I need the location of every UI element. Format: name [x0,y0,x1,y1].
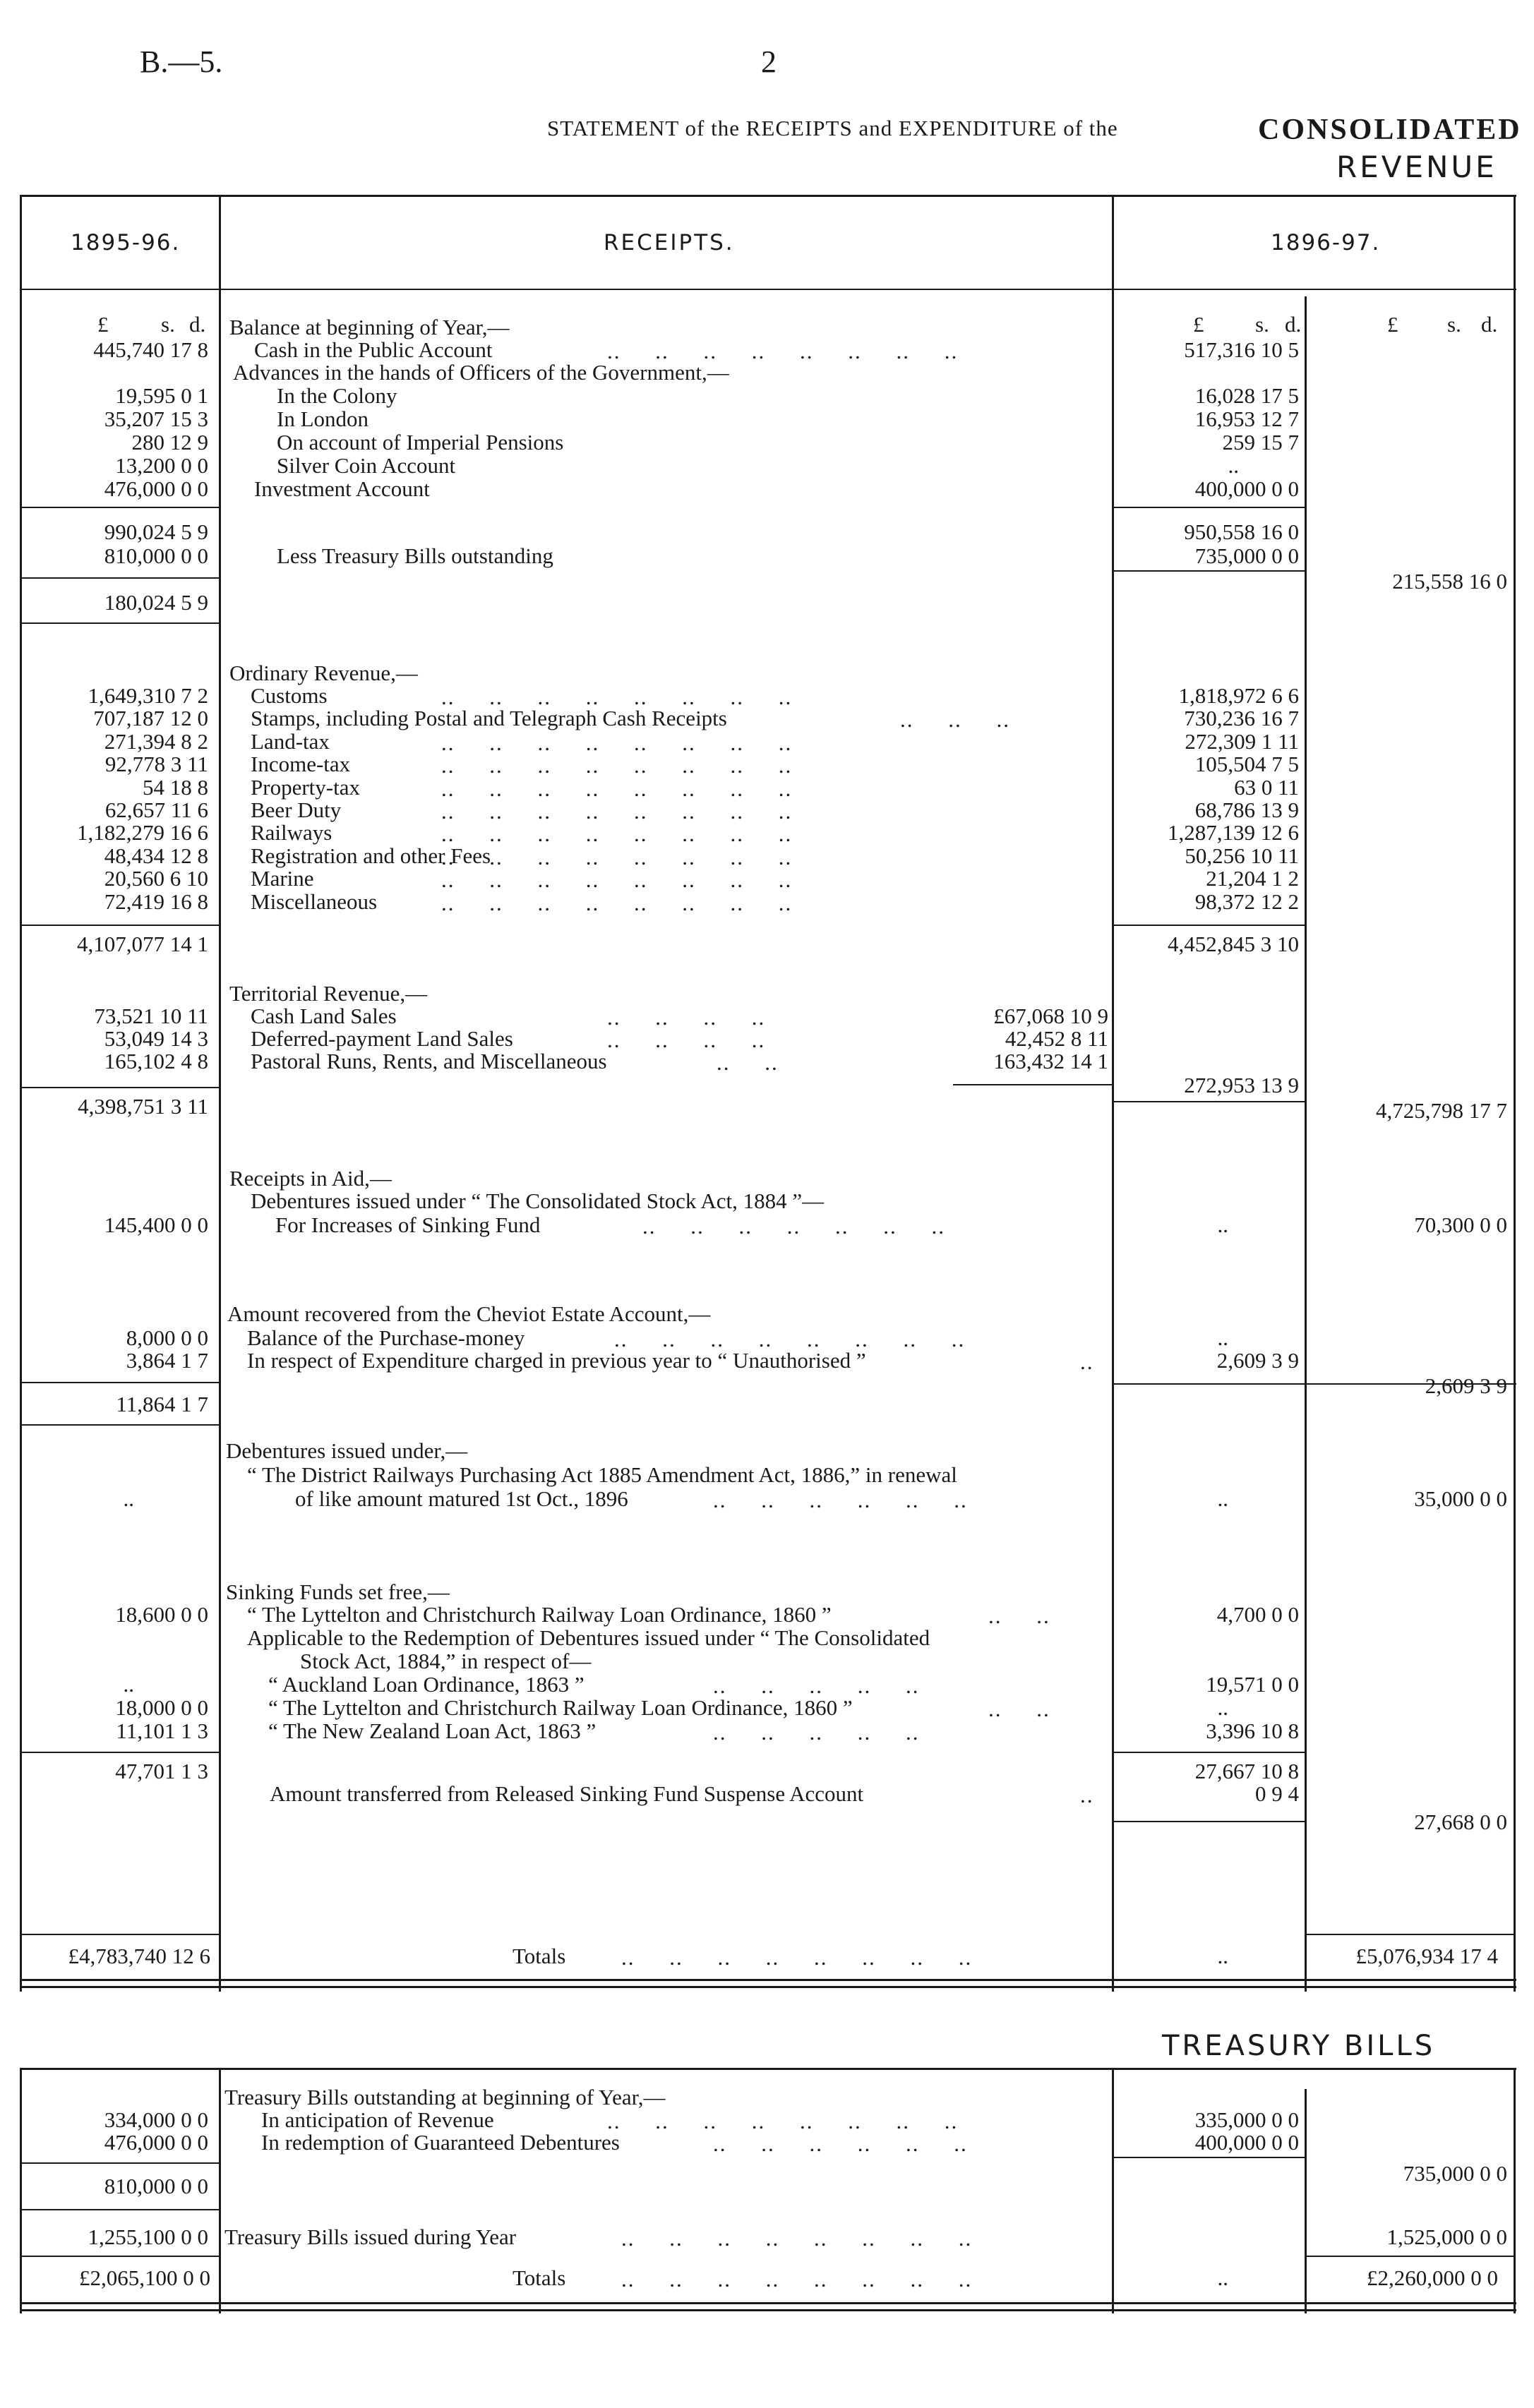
value-inner: 163,432 14 1 [993,1049,1108,1073]
value-1896-97: .. [1217,1212,1228,1237]
grand-total-1895-96: £4,783,740 12 6 [68,1944,210,1968]
value-1895-96: 72,419 16 8 [104,889,208,914]
value-1895-96: 48,434 12 8 [104,843,208,868]
row-label: For Increases of Sinking Fund [275,1212,541,1237]
column-header-1895-96: 1895-96. [71,230,181,255]
currency-s: s. [1447,312,1461,337]
value-1895-96: 13,200 0 0 [115,453,208,478]
value-1896-97: 19,571 0 0 [1206,1672,1299,1697]
total-1896-97: 27,668 0 0 [1414,1810,1507,1834]
row-label: Railways [251,820,332,845]
value-1895-96: 280 12 9 [131,430,208,454]
row-label: Miscellaneous [251,889,378,914]
subtotal-1895-96: 990,024 5 9 [104,519,208,544]
row-label: “ The Lyttelton and Christchurch Railway Loan Ordinance, 1860 ” [247,1602,832,1627]
page-ref: B.—5. [140,44,223,79]
value-1896-97: 0 9 4 [1255,1781,1299,1806]
value-inner: 42,452 8 11 [1005,1026,1108,1051]
value-1895-96: 271,394 8 2 [104,728,208,754]
row-label: Cash in the Public Account [254,337,493,362]
subtotal-1896-97: 735,000 0 0 [1403,2161,1507,2186]
value-1896-97: 1,818,972 6 6 [1178,683,1299,708]
total-1896-97: 35,000 0 0 [1414,1486,1507,1511]
row-label: Deferred-payment Land Sales [251,1026,513,1051]
aid-heading: Receipts in Aid,— [229,1166,392,1191]
value-1895-96: 1,255,100 0 0 [88,2225,208,2249]
total-1896-97: 2,609 3 9 [1425,1373,1507,1398]
row-label: of like amount matured 1st Oct., 1896 [295,1486,628,1511]
value-1895-96: 334,000 0 0 [104,2107,208,2132]
grand-total-mid: .. [1217,2265,1228,2290]
value-1896-97: 335,000 0 0 [1194,2107,1299,2132]
value-1895-96: 445,740 17 8 [93,337,208,362]
currency-pound: £ [1193,312,1204,337]
row-label: Cash Land Sales [251,1004,397,1028]
grand-total-1896-97: £5,076,934 17 4 [1355,1944,1498,1968]
value-1896-97: 735,000 0 0 [1194,543,1299,568]
sinking-total-1896-97: 27,667 10 8 [1194,1759,1299,1783]
column-header-1896-97: 1896-97. [1271,230,1381,255]
row-label: Applicable to the Redemption of Debentures issued under “ The Consolidated [247,1625,930,1650]
value-1895-96: 11,101 1 3 [116,1718,208,1743]
currency-d: d. [1285,312,1302,337]
treasury-heading: Treasury Bills outstanding at beginning of Year,— [224,2085,666,2109]
row-label: Income-tax [251,752,351,777]
row-label: In London [277,407,369,431]
value-1895-96: 18,600 0 0 [115,1602,208,1627]
row-label: In respect of Expenditure charged in previous year to “ Unauthorised ” [247,1348,866,1373]
row-label: Treasury Bills issued during Year [224,2225,517,2249]
value-1895-96: 54 18 8 [143,774,208,800]
value-1896-97: 730,236 16 7 [1184,706,1299,731]
column-header-receipts: RECEIPTS. [604,230,735,255]
totals-label: Totals [513,1944,566,1968]
value-1896-97: .. [1217,1325,1228,1350]
row-label: On account of Imperial Pensions [277,430,564,454]
treasury-bills-title: TREASURY BILLS [1162,2030,1436,2062]
row-label: Land-tax [251,728,330,754]
value-1896-97: .. [1217,1695,1228,1720]
sinking-total-1895-96: 47,701 1 3 [115,1759,208,1783]
row-label: Amount transferred from Released Sinking Fund Suspense Account [270,1781,864,1806]
row-label: Debentures issued under “ The Consolidated Stock Act, 1884 ”— [251,1188,825,1213]
row-label: Less Treasury Bills outstanding [277,543,553,568]
value-1895-96: 18,000 0 0 [115,1695,208,1720]
totals-label: Totals [513,2265,566,2290]
cheviot-heading: Amount recovered from the Cheviot Estate Account,— [227,1301,711,1326]
currency-s: s. [1255,312,1269,337]
value-1896-97: 259 15 7 [1222,430,1299,454]
net-1895-96: 180,024 5 9 [104,590,208,615]
value-1895-96: 707,187 12 0 [93,706,208,731]
value-1895-96: 8,000 0 0 [126,1325,208,1350]
currency-d: d. [189,312,206,337]
ordinary-heading: Ordinary Revenue,— [229,661,418,685]
value-1896-97: 1,287,139 12 6 [1168,820,1299,845]
value-1895-96: 1,649,310 7 2 [88,683,208,708]
row-label: “ The New Zealand Loan Act, 1863 ” [268,1718,597,1743]
value-1896-97: 21,204 1 2 [1206,866,1299,891]
value-1895-96: 35,207 15 3 [104,407,208,431]
value-1896-97: 16,953 12 7 [1194,407,1299,431]
debentures-heading: Debentures issued under,— [226,1438,468,1463]
row-label: Registration and other Fees [251,843,491,868]
row-label: “ The District Railways Purchasing Act 1885 Amendment Act, 1886,” in renewal [247,1462,957,1487]
grand-total-1895-96: £2,065,100 0 0 [79,2265,210,2290]
value-1896-97: 400,000 0 0 [1194,2130,1299,2155]
value-1896-97: 105,504 7 5 [1194,752,1299,777]
row-label: Balance of the Purchase-money [247,1325,525,1350]
value-1895-96: 145,400 0 0 [104,1212,208,1237]
value-1896-97: 68,786 13 9 [1194,797,1299,822]
value-1895-96: 19,595 0 1 [115,383,208,408]
value-1896-97: 272,309 1 11 [1185,728,1299,754]
row-label: Property-tax [251,774,360,800]
revenue-total-1896-97: 4,725,798 17 7 [1376,1098,1507,1123]
value-1896-97: 3,396 10 8 [1206,1718,1299,1743]
advances-heading: Advances in the hands of Officers of the Government,— [233,360,729,385]
value-1895-96: 1,182,279 16 6 [77,820,208,845]
value-1896-97: 63 0 11 [1234,774,1299,800]
value-1896-97: .. [1228,453,1239,478]
value-inner: £67,068 10 9 [993,1004,1108,1028]
grand-total-mid: .. [1217,1944,1228,1968]
value-1896-97: .. [1217,1486,1228,1511]
row-label: Customs [251,683,328,708]
row-label: In the Colony [277,383,397,408]
row-label: Stock Act, 1884,” in respect of— [300,1649,592,1673]
value-1895-96: 810,000 0 0 [104,543,208,568]
value-1896-97: 400,000 0 0 [1194,476,1299,501]
row-label: “ The Lyttelton and Christchurch Railway Loan Ordinance, 1860 ” [268,1695,853,1720]
value-1895-96: 73,521 10 11 [94,1004,208,1028]
row-label: Pastoral Runs, Rents, and Miscellaneous [251,1049,607,1073]
net-total-1896-97: 215,558 16 0 [1392,569,1507,594]
ordinary-total-1895-96: 4,107,077 14 1 [77,932,208,956]
row-label: Stamps, including Postal and Telegraph Cash Receipts [251,706,727,731]
currency-d: d. [1481,312,1498,337]
value-1896-97: 98,372 12 2 [1194,889,1299,914]
consolidated-title: CONSOLIDATED [1258,114,1522,146]
total-1896-97: 1,525,000 0 0 [1386,2225,1507,2249]
currency-pound: £ [97,312,109,337]
total-1895-96: 11,864 1 7 [116,1392,208,1416]
subtotal-1896-97: 950,558 16 0 [1184,519,1299,544]
territorial-total-1896-97: 272,953 13 9 [1184,1073,1299,1097]
row-label: In redemption of Guaranteed Debentures [261,2130,620,2155]
page-number: 2 [761,44,777,79]
value-1896-97: 517,316 10 5 [1184,337,1299,362]
value-1895-96: 92,778 3 11 [104,752,208,777]
row-label: Marine [251,866,314,891]
row-label: In anticipation of Revenue [261,2107,494,2132]
grand-total-1896-97: £2,260,000 0 0 [1367,2265,1498,2290]
value-1895-96: 3,864 1 7 [126,1348,208,1373]
revenue-total-1895-96: 4,398,751 3 11 [78,1094,208,1119]
value-1895-96: 476,000 0 0 [104,2130,208,2155]
value-1895-96: .. [123,1672,134,1697]
subtotal-1895-96: 810,000 0 0 [104,2174,208,2198]
value-1896-97: 50,256 10 11 [1185,843,1299,868]
value-1895-96: 165,102 4 8 [104,1049,208,1073]
ordinary-total-1896-97: 4,452,845 3 10 [1168,932,1299,956]
value-1896-97: 16,028 17 5 [1194,383,1299,408]
value-1895-96: 20,560 6 10 [104,866,208,891]
balance-heading: Balance at beginning of Year,— [229,315,510,339]
value-1895-96: 53,049 14 3 [104,1026,208,1051]
row-label: Beer Duty [251,797,342,822]
revenue-title: REVENUE [1336,150,1497,184]
currency-pound: £ [1387,312,1398,337]
value-1895-96: .. [123,1486,134,1511]
value-1896-97: 4,700 0 0 [1216,1602,1299,1627]
row-label: Silver Coin Account [277,453,456,478]
currency-s: s. [161,312,175,337]
territorial-heading: Territorial Revenue,— [229,981,428,1006]
statement-title: STATEMENT of the RECEIPTS and EXPENDITURE of the [547,116,1118,140]
value-1895-96: 476,000 0 0 [104,476,208,501]
row-label: “ Auckland Loan Ordinance, 1863 ” [268,1672,585,1697]
value-1896-97: 2,609 3 9 [1216,1348,1299,1373]
sinking-heading: Sinking Funds set free,— [226,1579,450,1604]
row-label: Investment Account [254,476,430,501]
total-1896-97: 70,300 0 0 [1414,1212,1507,1237]
value-1895-96: 62,657 11 6 [104,797,208,822]
